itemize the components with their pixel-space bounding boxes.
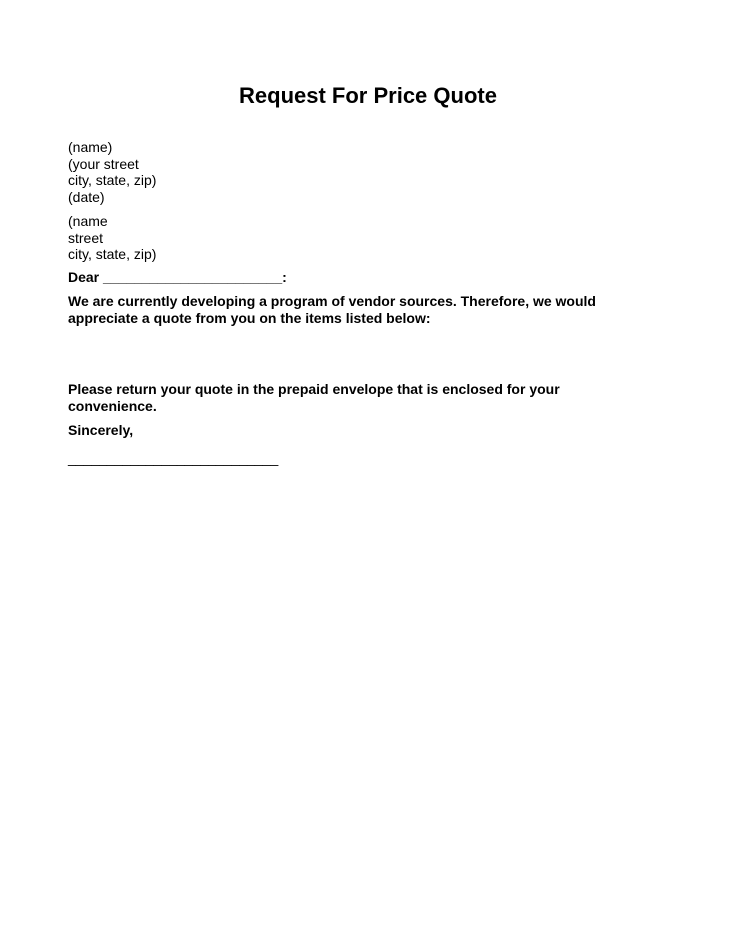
closing: [68, 422, 133, 439]
body-paragraph-2-line-1: Please return your quote in the prepaid envelope that is enclosed for your: [68, 381, 560, 397]
body-paragraph-vendor-program: [68, 293, 596, 326]
closing-text: Sincerely,: [68, 422, 134, 438]
sender-name: (name): [68, 139, 113, 155]
recipient-city-state-zip: city, state, zip): [68, 246, 157, 262]
signature-line: ___________________________: [68, 450, 279, 466]
letter-date: (date): [68, 188, 105, 205]
salutation-text: Dear _______________________:: [68, 269, 287, 285]
body-paragraph-1-line-1: We are currently developing a program of vendor sources. Therefore, we would: [68, 293, 596, 309]
salutation: [68, 269, 287, 286]
page-title: Request For Price Quote: [239, 83, 497, 108]
body-paragraph-2-line-2: convenience.: [68, 397, 157, 414]
recipient-address-block: [68, 213, 156, 263]
body-paragraph-return-quote: [68, 381, 560, 414]
recipient-name: (name: [68, 213, 108, 229]
body-paragraph-1-line-2: appreciate a quote from you on the items listed below:: [68, 309, 431, 326]
sender-street: (your street: [68, 155, 139, 172]
sender-address-block: [68, 139, 156, 205]
recipient-street: street: [68, 229, 104, 246]
sender-city-state-zip: city, state, zip): [68, 172, 157, 188]
